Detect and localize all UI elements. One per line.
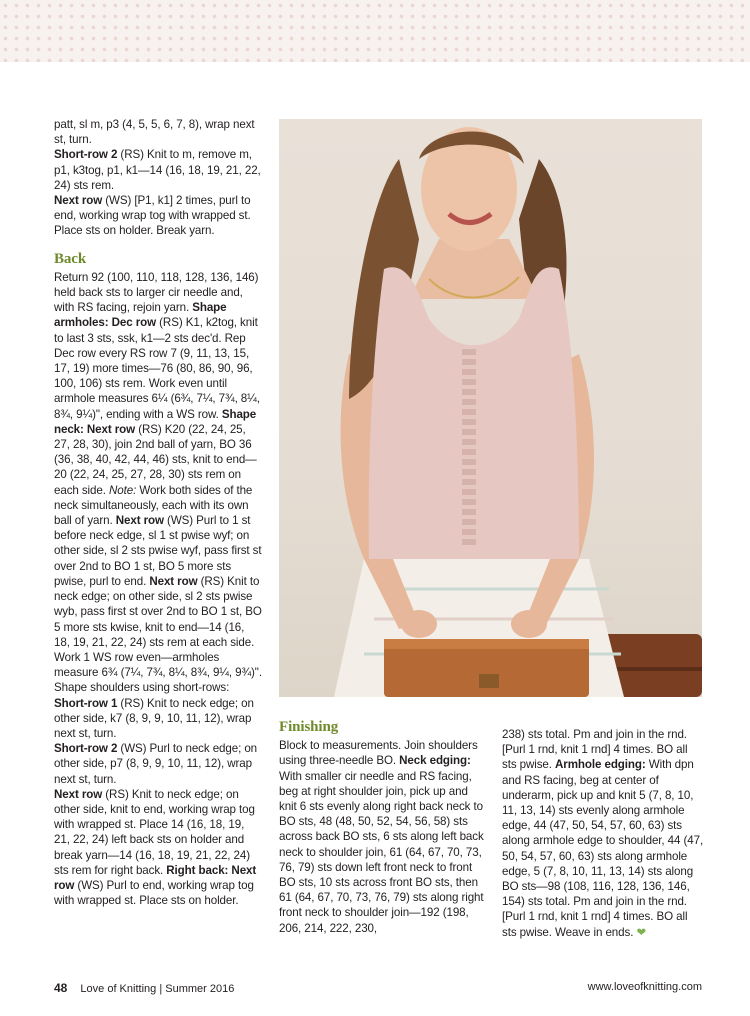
heart-icon: ❤ xyxy=(636,925,647,939)
intro-paragraph-1: patt, sl m, p3 (4, 5, 5, 6, 7, 8), wrap next st, turn. xyxy=(54,118,255,147)
polka-dot-header-band xyxy=(0,0,750,62)
finishing-heading: Finishing xyxy=(279,719,339,735)
model-photo xyxy=(279,119,702,697)
short-row-2-paragraph: Short-row 2 (WS) Purl to neck edge; on other side, p7 (8, 9, 9, 10, 11, 12), wrap next st, turn. xyxy=(54,742,258,786)
magazine-name: Love of Knitting xyxy=(80,983,157,995)
model-photo-illustration xyxy=(279,119,702,697)
page-number: 48 xyxy=(54,981,68,995)
issue-label: | Summer 2016 xyxy=(156,983,235,995)
finishing-paragraph: Block to measurements. Join shoulders using three-needle BO. Neck edging: With smaller cir needle and RS facing, beg at right shoulder join, pick up and knit 6 sts evenly along right back neck to BO sts, 48 (48, 50, 52, 54, 56, 58) sts across back BO sts, 6 sts along left back neck to shoulder join, 61 (64, 67, 70, 73, 76, 79) sts down left front neck to front BO sts, 10 sts across front BO sts, then 61 (64, 67, 70, 73, 76, 79) sts along right front neck to shoulder join—192 (198, 206, 214, 222, 230, xyxy=(279,739,484,935)
column-left xyxy=(54,117,262,908)
back-paragraph: Return 92 (100, 110, 118, 128, 136, 146) held back sts to larger cir needle and, with RS facing, rejoin yarn. Shape armholes: Dec row (RS) K1, k2tog, knit to last 3 sts, ssk, k1—2 sts dec'd. Rep Dec row every RS row 7 (9, 11, 13, 15, 17, 19) more times—76 (80, 86, 90, 96, 100, 106) sts rem. Work even until armhole measures 6¼ (6¾, 7¼, 7¾, 8¼, 8¾, 9¼)", ending with a WS row. Shape neck: Next row (RS) K20 (22, 24, 25, 27, 28, 30), join 2nd ball of yarn, BO 36 (36, 38, 40, 42, 44, 46) sts, knit to end—20 (22, 24, 25, 27, 28, 30) sts rem on each side. Note: Work both sides of the neck simultaneously, each with its own ball of yarn. Next row (WS) Purl to 1 st before neck edge, sl 1 st pwise wyf; on other side, sl 2 sts pwise wyf, pass first st over 2nd to BO 1 st, BO 5 more sts pwise, purl to end. Next row (RS) Knit to neck edge; on other side, sl 2 sts pwise wyb, pass first st over 2nd to BO 1 st, BO 5 more sts kwise, knit to end—14 (16, 18, 19, 21, 22, 24) sts rem at each side. Work 1 WS row even—armholes measure 6¾ (7¼, 7¾, 8¼, 8¾, 9¼, 9¾)". Shape shoulders using short-rows: xyxy=(54,270,262,695)
column-right xyxy=(502,727,704,940)
back-heading: Back xyxy=(54,250,87,267)
short-row-1-paragraph: Short-row 1 (RS) Knit to neck edge; on other side, k7 (8, 9, 9, 10, 11, 12), wrap next st, turn. xyxy=(54,696,254,740)
footer-left xyxy=(54,981,234,995)
next-row-paragraph: Next row (RS) Knit to neck edge; on other side, knit to end, working wrap tog with wrapped st. Place 14 (16, 18, 19, 21, 22, 24) left back sts on holder and break yarn—14 (16, 18, 19, 21, 22, 24) sts rem for right back. Right back: Next row (WS) Purl to end, working wrap tog with wrapped st. Place sts on holder. xyxy=(54,787,257,908)
footer-url[interactable]: www.loveofknitting.com xyxy=(587,981,702,993)
finishing-continued-paragraph: 238) sts total. Pm and join in the rnd. [Purl 1 rnd, knit 1 rnd] 4 times. BO all sts pwise. Armhole edging: With dpn and RS facing, beg at center of underarm, pick up and knit 5 (7, 8, 10, 11, 13, 14) sts evenly along armhole edge, 44 (47, 50, 54, 57, 60, 63) sts along armhole edge to shoulder, 44 (47, 50, 54, 57, 60, 63) sts along armhole edge, 5 (7, 8, 10, 11, 13, 14) sts along BO sts—98 (108, 116, 128, 136, 146, 154) sts total. Pm and join in the rnd. [Purl 1 rnd, knit 1 rnd] 4 times. BO all sts pwise. Weave in ends. ❤ xyxy=(502,728,704,939)
intro-paragraph-3: Next row (WS) [P1, k1] 2 times, purl to end, working wrap tog with wrapped st. Place sts on holder. Break yarn. xyxy=(54,194,251,238)
column-middle xyxy=(279,712,484,936)
intro-paragraph-2: Short-row 2 (RS) Knit to m, remove m, p1, k3tog, p1, k1—14 (16, 18, 19, 21, 22, 24) sts rem. xyxy=(54,148,261,192)
